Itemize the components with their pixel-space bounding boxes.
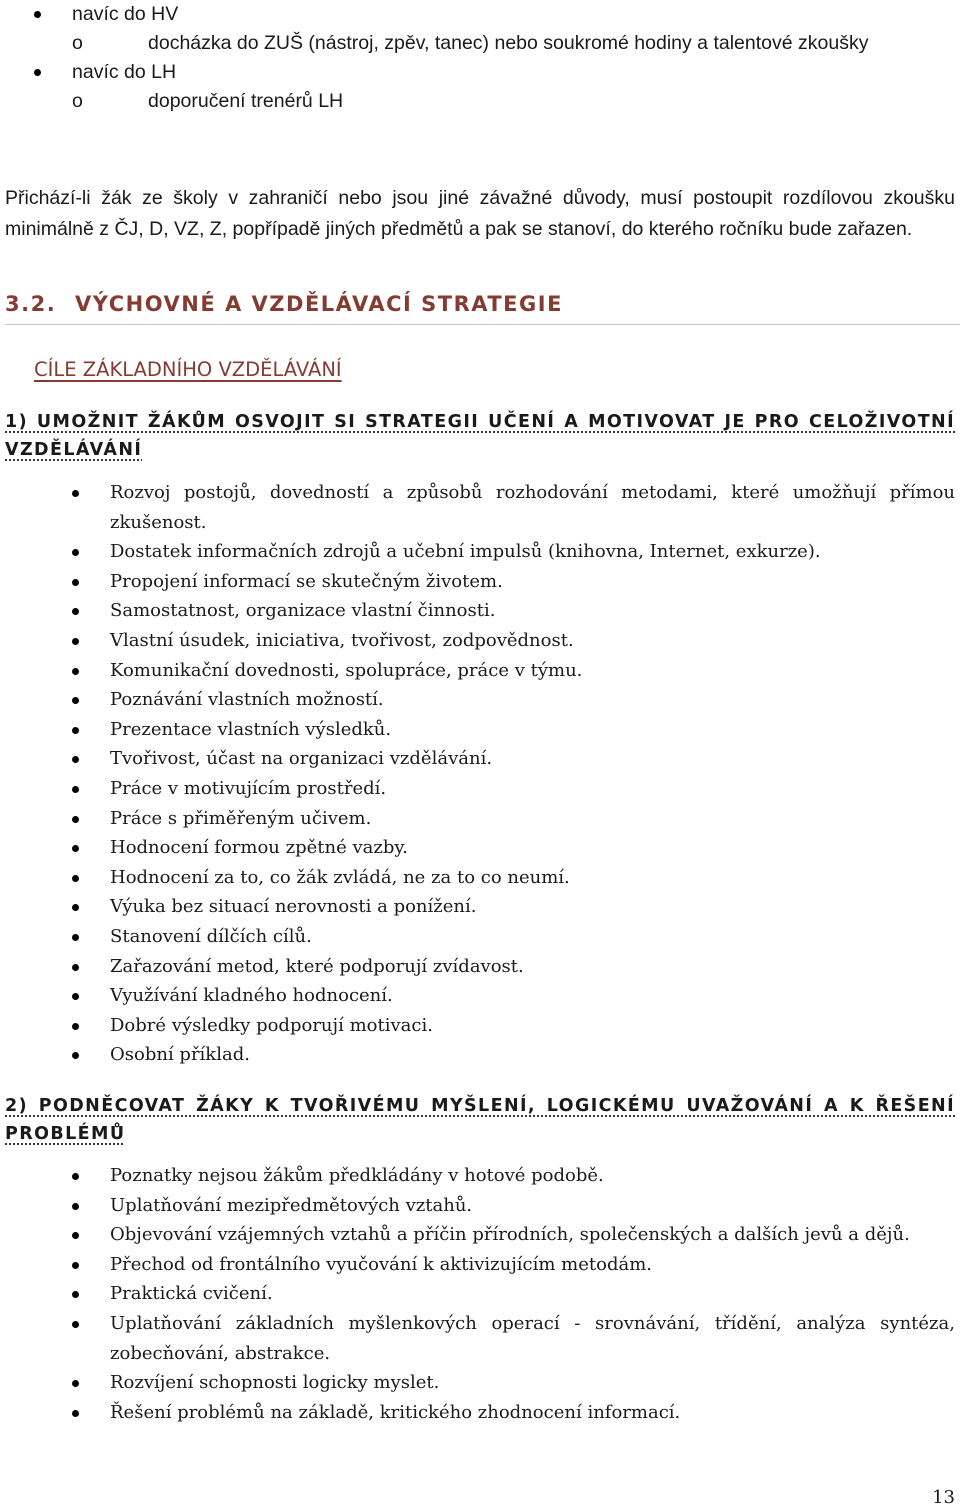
goal2-heading-text: 2) PODNĚCOVAT ŽÁKY K TVOŘIVÉMU MYŠLENÍ, LOGICKÉMU UVAŽOVÁNÍ A K ŘEŠENÍ PROBLÉMŮ — [5, 1096, 955, 1144]
list-item-text: Výuka bez situací nerovnosti a ponížení. — [110, 896, 477, 918]
goal1-heading — [5, 408, 955, 464]
list-item — [0, 478, 960, 537]
list-item-text: Zařazování metod, které podporují zvídavost. — [110, 955, 524, 977]
list-item-text: Řešení problémů na základě, kritického zhodnocení informací. — [110, 1401, 681, 1423]
list-item — [0, 58, 960, 87]
bullet-icon — [72, 964, 79, 971]
list-item — [0, 656, 960, 686]
list-item-text: Uplatňování základních myšlenkových operací - srovnávání, třídění, analýza syntéza, zobecňování, abstrakce. — [110, 1312, 955, 1364]
bullet-icon — [72, 697, 79, 704]
bullet-icon — [72, 934, 79, 941]
list-item-text: Tvořivost, účast na organizaci vzdělávání. — [110, 748, 493, 770]
bullet-icon — [72, 1410, 79, 1417]
list-item — [0, 892, 960, 922]
list-item-text: Praktická cvičení. — [110, 1283, 273, 1305]
list-item-text: Samostatnost, organizace vlastní činnosti. — [110, 600, 496, 622]
bullet-icon — [72, 1262, 79, 1269]
top-outline-list — [0, 0, 960, 116]
sub-bullet-marker: o — [72, 32, 83, 54]
bullet-icon — [72, 1203, 79, 1210]
list-item — [0, 1398, 960, 1428]
list-item — [0, 1161, 960, 1191]
transfer-paragraph: Přichází-li žák ze školy v zahraničí nebo jsou jiné závažné důvody, musí postoupit rozdílovou zkoušku minimálně z ČJ, D, VZ, Z, popřípadě jiných předmětů a pak se stanoví, do kterého ročníku bude zařazen. — [5, 186, 955, 240]
list-item-text: Dostatek informačních zdrojů a učební impulsů (knihovna, Internet, exkurze). — [110, 541, 821, 563]
list-item — [0, 567, 960, 597]
list-item — [0, 833, 960, 863]
list-item — [0, 715, 960, 745]
list-item-text: Rozvoj postojů, dovedností a způsobů rozhodování metodami, které umožňují přímou zkušenost. — [110, 482, 955, 533]
list-item-text: Hodnocení formou zpětné vazby. — [110, 837, 408, 859]
section-number: 3.2. — [5, 292, 57, 316]
bullet-icon — [72, 490, 79, 497]
bullet-icon — [34, 11, 41, 18]
bullet-icon — [72, 845, 79, 852]
list-item-text: Přechod od frontálního vyučování k aktivizujícím metodám. — [110, 1253, 653, 1275]
bullet-icon — [72, 549, 79, 556]
sub-bullet-marker: o — [72, 90, 83, 112]
bullet-icon — [72, 993, 79, 1000]
goal2-list — [0, 1161, 960, 1427]
list-item-text: Využívání kladného hodnocení. — [110, 985, 393, 1007]
list-item-text: Rozvíjení schopnosti logicky myslet. — [110, 1372, 440, 1394]
bullet-icon — [72, 1052, 79, 1059]
bullet-icon — [72, 1232, 79, 1239]
bullet-icon — [34, 69, 41, 76]
list-item-text: Práce s přiměřeným učivem. — [110, 807, 372, 829]
bullet-icon — [72, 727, 79, 734]
list-item — [0, 1191, 960, 1221]
goal1-heading-text: 1) UMOŽNIT ŽÁKŮM OSVOJIT SI STRATEGII UČENÍ A MOTIVOVAT JE PRO CELOŽIVOTNÍ VZDĚLÁVÁNÍ — [5, 412, 955, 460]
sub-list-item-text: doporučení trenérů LH — [148, 90, 344, 112]
bullet-icon — [72, 579, 79, 586]
bullet-icon — [72, 786, 79, 793]
sub-list-item — [0, 87, 960, 116]
section-title: VÝCHOVNÉ A VZDĚLÁVACÍ STRATEGIE — [75, 292, 563, 316]
list-item — [0, 537, 960, 567]
bullet-icon — [72, 756, 79, 763]
list-item-text: Dobré výsledky podporují motivaci. — [110, 1014, 433, 1036]
bullet-icon — [72, 668, 79, 675]
list-item — [0, 1279, 960, 1309]
bullet-icon — [72, 608, 79, 615]
list-item-text: Hodnocení za to, co žák zvládá, ne za to co neumí. — [110, 866, 570, 888]
bullet-icon — [72, 1380, 79, 1387]
bullet-icon — [72, 875, 79, 882]
bullet-icon — [72, 1023, 79, 1030]
bullet-icon — [72, 904, 79, 911]
list-item — [0, 1368, 960, 1398]
section-heading — [5, 292, 960, 325]
list-item — [0, 922, 960, 952]
list-item — [0, 1250, 960, 1280]
list-item-text: Propojení informací se skutečným životem. — [110, 570, 503, 592]
list-item — [0, 981, 960, 1011]
bullet-icon — [72, 816, 79, 823]
list-item — [0, 744, 960, 774]
list-item — [0, 0, 960, 29]
list-item-text: Komunikační dovednosti, spolupráce, práce v týmu. — [110, 659, 583, 681]
list-item-text: navíc do HV — [72, 3, 179, 25]
bullet-icon — [72, 1173, 79, 1180]
list-item-text: Stanovení dílčích cílů. — [110, 925, 312, 947]
list-item — [0, 626, 960, 656]
bullet-icon — [72, 1321, 79, 1328]
list-item — [0, 774, 960, 804]
list-item-text: Uplatňování mezipředmětových vztahů. — [110, 1194, 473, 1216]
list-item-text: Prezentace vlastních výsledků. — [110, 718, 392, 740]
bullet-icon — [72, 638, 79, 645]
bullet-icon — [72, 1291, 79, 1298]
list-item-text: navíc do LH — [72, 61, 177, 83]
list-item — [0, 596, 960, 626]
list-item-text: Práce v motivujícím prostředí. — [110, 777, 387, 799]
page-number: 13 — [932, 1487, 955, 1508]
list-item — [0, 804, 960, 834]
goal1-list — [0, 478, 960, 1070]
list-item — [0, 952, 960, 982]
subsection-heading: CÍLE ZÁKLADNÍHO VZDĚLÁVÁNÍ — [34, 358, 342, 381]
list-item — [0, 1011, 960, 1041]
list-item — [0, 1040, 960, 1070]
goal2-heading — [5, 1092, 955, 1148]
sub-list-item-text: docházka do ZUŠ (nástroj, zpěv, tanec) nebo soukromé hodiny a talentové zkoušky — [148, 32, 869, 54]
list-item-text: Vlastní úsudek, iniciativa, tvořivost, zodpovědnost. — [110, 629, 574, 651]
list-item-text: Poznatky nejsou žákům předkládány v hotové podobě. — [110, 1165, 604, 1186]
list-item — [0, 685, 960, 715]
sub-list-item — [0, 29, 960, 58]
list-item-text: Poznávání vlastních možností. — [110, 689, 384, 711]
list-item — [0, 1220, 960, 1250]
list-item — [0, 1309, 960, 1368]
list-item-text: Objevování vzájemných vztahů a příčin přírodních, společenských a dalších jevů a dějů. — [110, 1224, 910, 1246]
list-item-text: Osobní příklad. — [110, 1044, 250, 1066]
list-item — [0, 863, 960, 893]
